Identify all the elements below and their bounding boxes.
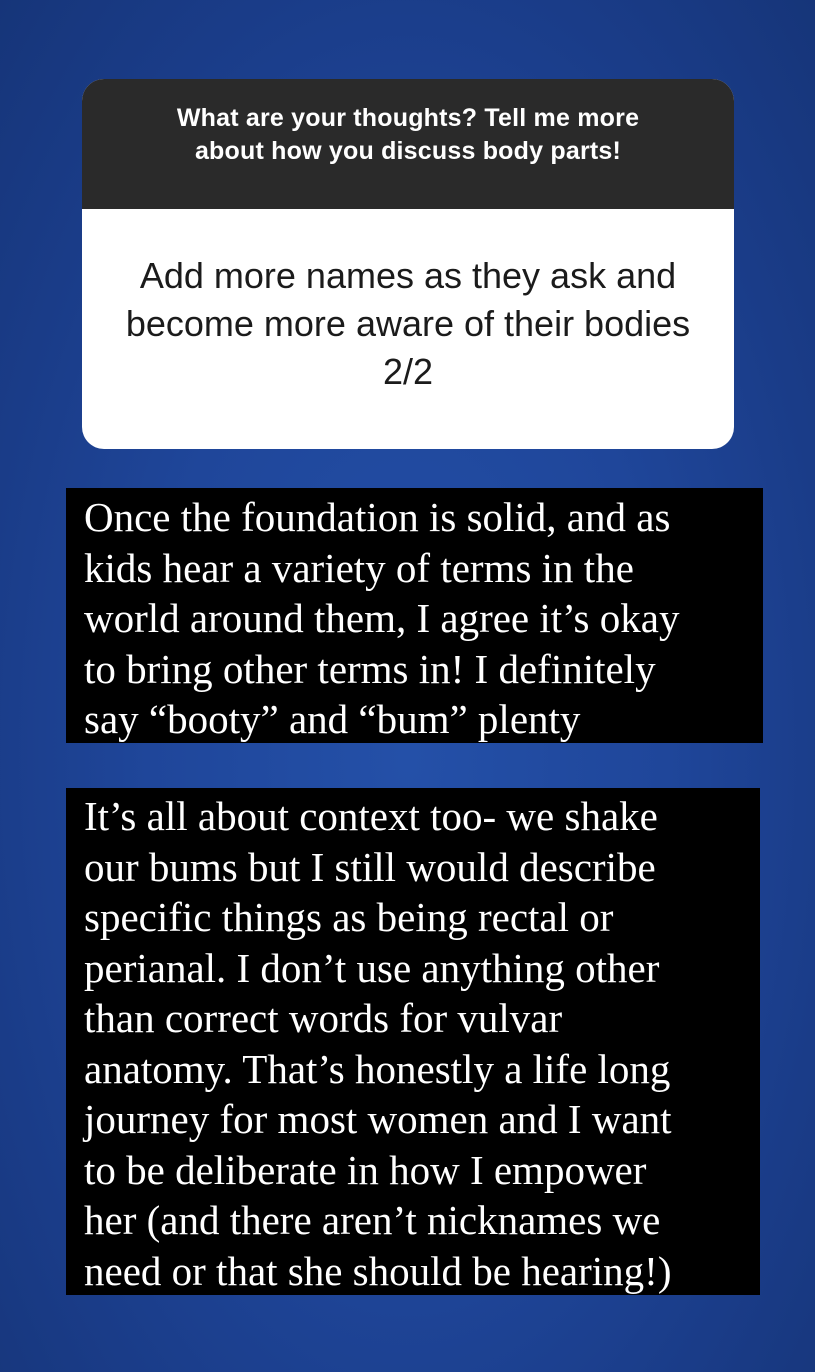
question-prompt-header [82, 79, 734, 209]
text-line: her (and there aren’t nicknames we [84, 1197, 661, 1243]
text-line: need or that she should be hearing!) [84, 1247, 672, 1294]
question-response-text: Add more names as they ask and become more aware of their bodies 2/2 [125, 255, 691, 392]
question-response-body [82, 209, 734, 449]
text-line: kids hear a variety of terms in the [84, 544, 634, 591]
question-prompt-text: What are your thoughts? Tell me more about how you discuss body parts! [176, 104, 640, 165]
text-line: to be deliberate in how I empower [84, 1146, 647, 1193]
story-text-block-1 [66, 488, 763, 743]
text-line: journey for most women and I want [84, 1096, 672, 1142]
text-line: Once the foundation is solid, and as [84, 494, 671, 540]
text-line: specific things as being rectal or [84, 894, 614, 940]
question-sticker[interactable] [82, 79, 734, 449]
text-line: than correct words for vulvar [84, 995, 563, 1041]
text-line: our bums but I still would describe [84, 843, 656, 890]
text-line: perianal. I don’t use anything other [84, 944, 660, 991]
text-line: It’s all about context too- we shake [84, 793, 658, 839]
text-line: world around them, I agree it’s okay [84, 595, 680, 641]
text-line: anatomy. That’s honestly a life long [84, 1045, 671, 1092]
story-text-block-2 [66, 788, 760, 1295]
text-line: to bring other terms in! I definitely [84, 645, 656, 692]
text-line: say “booty” and “bum” plenty [84, 696, 581, 742]
